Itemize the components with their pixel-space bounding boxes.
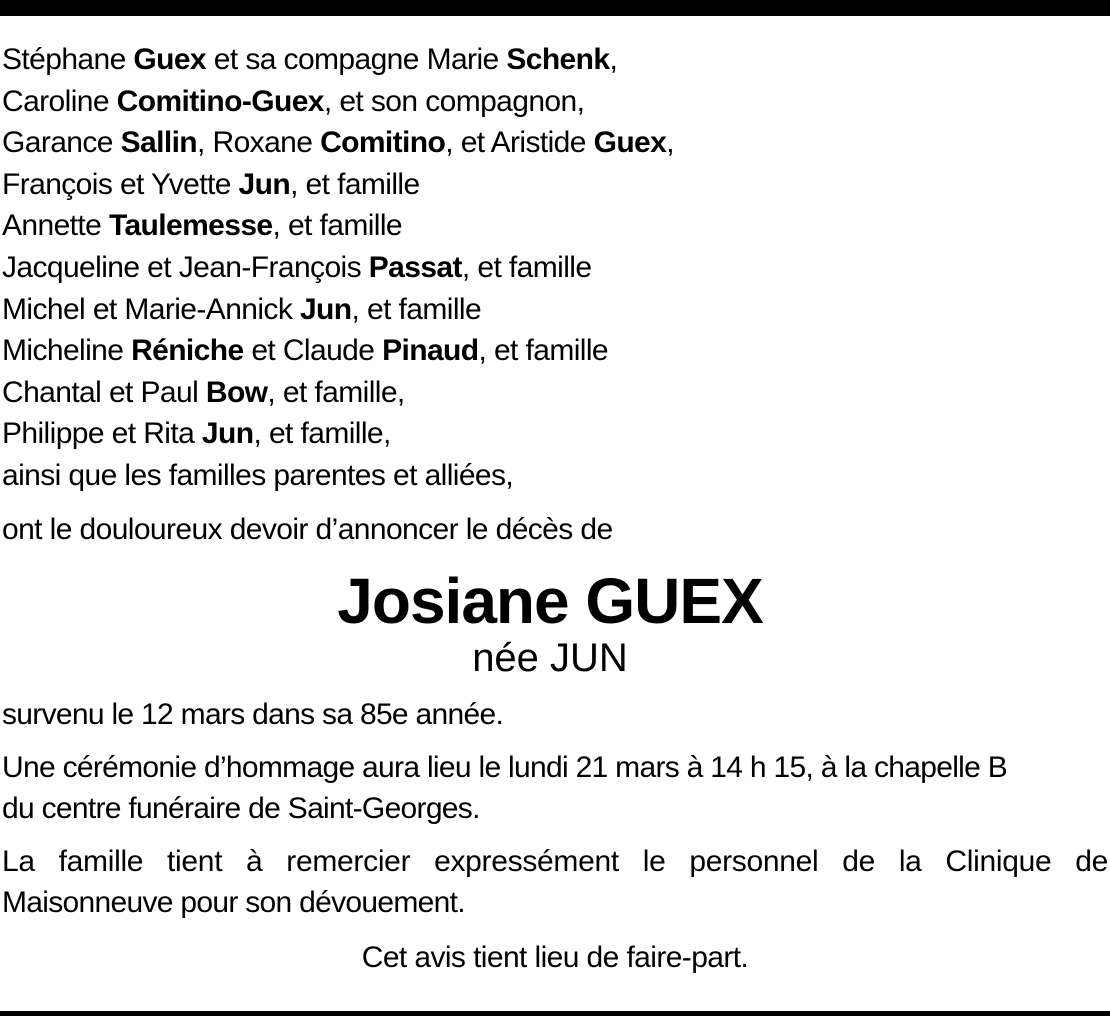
family-text: , et son compagnon, bbox=[323, 84, 585, 118]
family-text: , et Aristide bbox=[445, 126, 594, 160]
family-text: Caroline bbox=[2, 84, 117, 118]
family-surname: Réniche bbox=[131, 334, 244, 368]
maiden-name: née JUN bbox=[472, 635, 628, 680]
family-text: , et famille bbox=[461, 250, 592, 284]
family-text: , bbox=[609, 43, 618, 76]
family-text: , et famille bbox=[272, 209, 403, 243]
death-notice: survenu le 12 mars dans sa 85e année. bbox=[2, 697, 504, 731]
family-text: Annette bbox=[2, 209, 109, 243]
family-text: , et famille, bbox=[267, 375, 405, 409]
family-text: et Claude bbox=[243, 334, 383, 368]
family-text: Philippe et Rita bbox=[2, 417, 202, 451]
thanks-paragraph bbox=[2, 841, 1108, 923]
family-surname: Pinaud bbox=[382, 334, 479, 368]
family-text: François et Yvette bbox=[2, 167, 239, 201]
family-line bbox=[2, 205, 1108, 247]
family-text: ainsi que les familles parentes et alliées, bbox=[2, 458, 514, 492]
family-list bbox=[2, 39, 1108, 497]
family-surname: Comitino-Guex bbox=[116, 84, 324, 118]
family-line bbox=[2, 247, 1108, 289]
family-surname: Guex bbox=[593, 126, 667, 160]
family-text: et sa compagne Marie bbox=[206, 43, 507, 76]
family-text: , et famille, bbox=[253, 417, 391, 451]
family-surname: Jun bbox=[238, 167, 291, 201]
closing-note: Cet avis tient lieu de faire-part. bbox=[361, 940, 749, 974]
family-text: Stéphane bbox=[2, 43, 134, 76]
family-line bbox=[2, 122, 1108, 164]
deceased-name: Josiane GUEX bbox=[337, 564, 763, 637]
family-text: Garance bbox=[2, 126, 121, 160]
bottom-rule bbox=[0, 1011, 1110, 1016]
announcement-intro: ont le douloureux devoir d’annoncer le décès de bbox=[2, 512, 613, 546]
family-text: , Roxane bbox=[197, 126, 321, 160]
family-surname: Bow bbox=[205, 375, 268, 409]
family-line bbox=[2, 164, 1108, 206]
family-line bbox=[2, 289, 1108, 331]
top-rule bbox=[0, 0, 1110, 16]
family-surname: Jun bbox=[201, 417, 254, 451]
family-text: , et famille bbox=[290, 167, 420, 201]
thanks-line-2: Maisonneuve pour son dévouement. bbox=[2, 885, 465, 919]
family-line bbox=[2, 455, 1108, 497]
family-surname: Guex bbox=[133, 43, 207, 76]
family-line bbox=[2, 372, 1108, 414]
family-surname: Comitino bbox=[320, 126, 446, 160]
obituary-notice bbox=[2, 39, 1108, 978]
family-line bbox=[2, 39, 1108, 81]
family-text: , bbox=[666, 126, 674, 160]
family-text: Jacqueline et Jean-François bbox=[2, 250, 369, 284]
family-text: Micheline bbox=[2, 334, 132, 368]
family-text: Michel et Marie-Annick bbox=[2, 292, 300, 326]
family-line bbox=[2, 81, 1108, 123]
family-surname: Sallin bbox=[120, 126, 198, 160]
family-text: , et famille bbox=[351, 292, 482, 326]
thanks-line-1: La famille tient à remercier expressément le personnel de la Clinique de bbox=[2, 844, 1108, 878]
family-line bbox=[2, 330, 1108, 372]
family-surname: Schenk bbox=[506, 43, 610, 76]
family-text: Chantal et Paul bbox=[2, 375, 206, 409]
ceremony-paragraph bbox=[2, 747, 1108, 829]
family-text: , et famille bbox=[478, 334, 608, 368]
family-surname: Passat bbox=[368, 250, 462, 284]
family-surname: Jun bbox=[299, 292, 352, 326]
family-surname: Taulemesse bbox=[108, 209, 273, 243]
family-line bbox=[2, 413, 1108, 455]
ceremony-line-2: du centre funéraire de Saint-Georges. bbox=[2, 791, 480, 825]
ceremony-line-1: Une cérémonie d’hommage aura lieu le lundi 21 mars à 14 h 15, à la chapelle B bbox=[2, 750, 1008, 784]
